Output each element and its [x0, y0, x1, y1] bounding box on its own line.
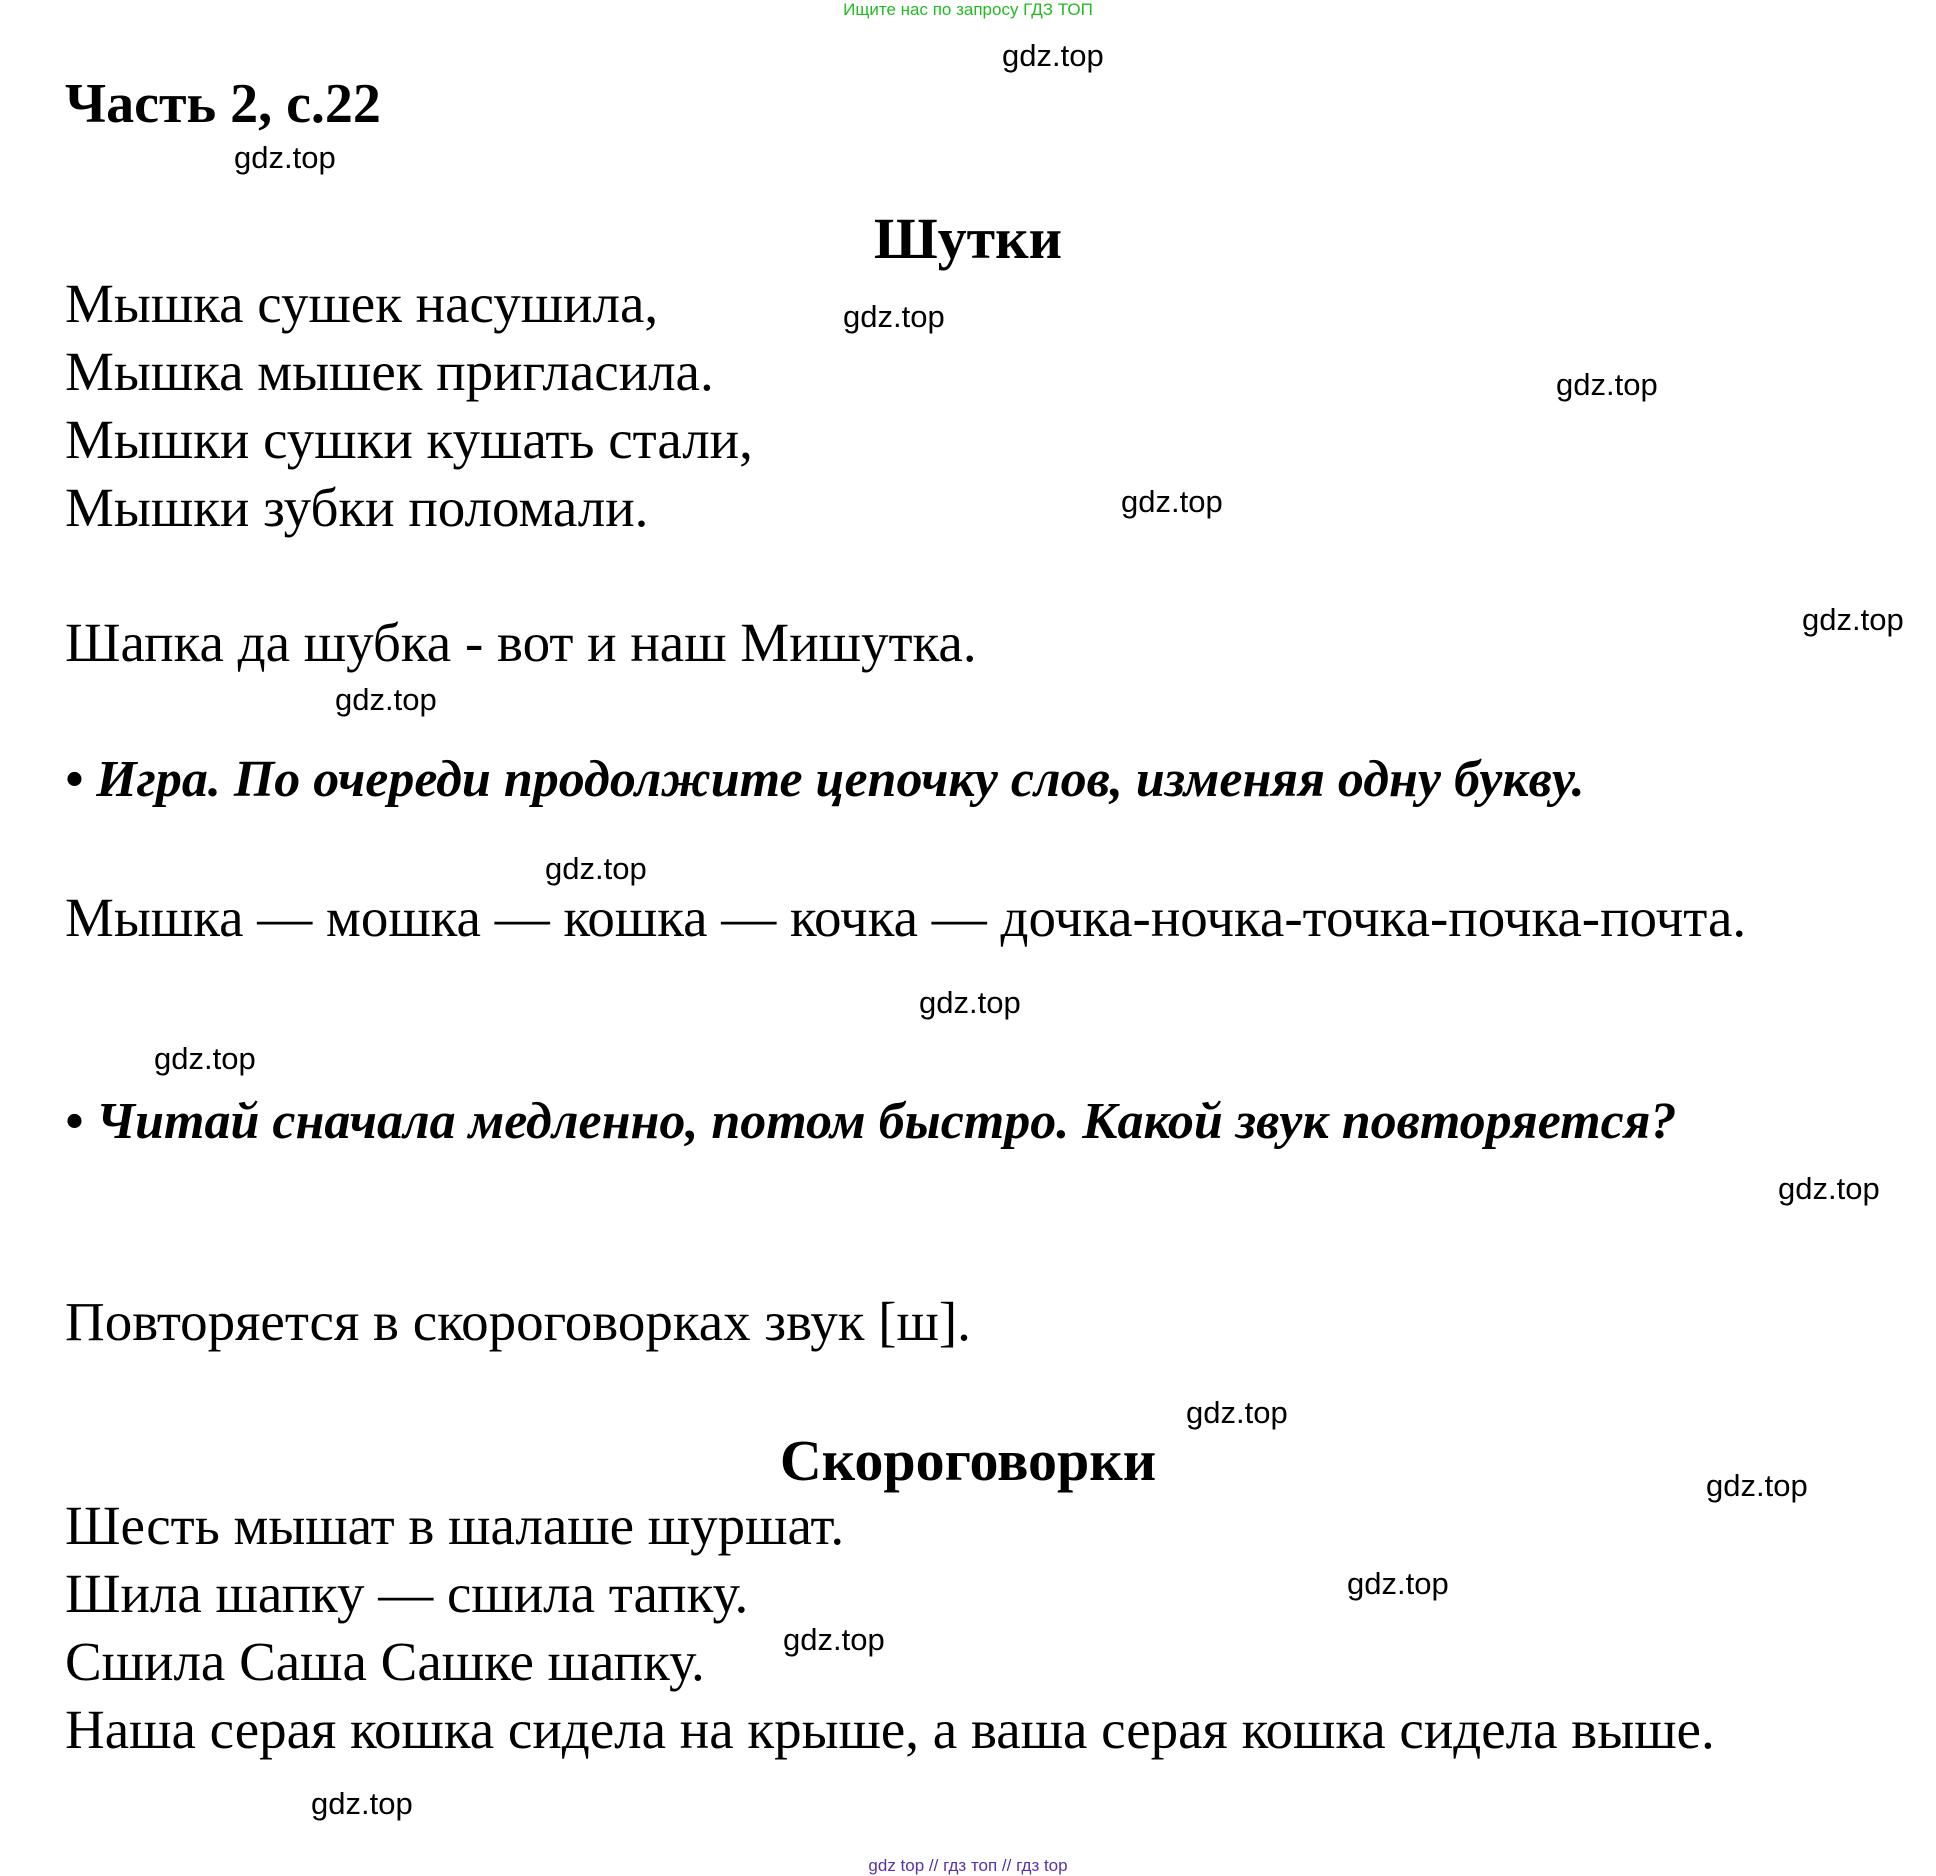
watermark: gdz.top — [1186, 1395, 1288, 1430]
footer: gdz top // гдз топ // гдз top — [868, 1856, 1068, 1875]
page-title: Часть 2, с.22 — [65, 73, 381, 135]
task-game: • Игра. По очереди продолжите цепочку слов, изменяя одну букву. — [65, 751, 1585, 808]
poem-line: Мышка мышек пригласила. — [65, 341, 714, 402]
watermark: gdz.top — [783, 1622, 885, 1657]
watermark: gdz.top — [1121, 484, 1223, 519]
watermark: gdz.top — [1556, 367, 1658, 402]
tongue-twister-line: Сшила Саша Сашке шапку. — [65, 1631, 705, 1692]
watermark: gdz.top — [1002, 38, 1104, 73]
answer-line: Повторяется в скороговорках звук [ш]. — [65, 1291, 971, 1352]
task-read: • Читай сначала медленно, потом быстро. Какой звук повторяется? — [65, 1093, 1677, 1150]
watermark: gdz.top — [311, 1786, 413, 1821]
riddle-line: Шапка да шубка - вот и наш Мишутка. — [65, 612, 977, 673]
tongue-twister-line: Шила шапку — сшила тапку. — [65, 1563, 749, 1624]
tongue-twister-line: Наша серая кошка сидела на крыше, а ваша серая кошка сидела выше. — [65, 1699, 1715, 1760]
watermark: gdz.top — [545, 851, 647, 886]
watermark: gdz.top — [154, 1041, 256, 1076]
watermark: gdz.top — [335, 682, 437, 717]
watermark: gdz.top — [1802, 602, 1904, 637]
tongue-twister-line: Шесть мышат в шалаше шуршат. — [65, 1495, 845, 1556]
watermark: gdz.top — [1347, 1566, 1449, 1601]
watermark: gdz.top — [1778, 1171, 1880, 1206]
word-chain: Мышка — мошка — кошка — кочка — дочка-ночка-точка-почка-почта. — [65, 887, 1747, 948]
section-title-jokes: Шутки — [873, 206, 1063, 271]
section-title-tongue-twisters: Скороговорки — [779, 1428, 1157, 1493]
poem-line: Мышки сушки кушать стали, — [65, 409, 753, 470]
poem-line: Мышка сушек насушила, — [65, 273, 659, 334]
top-banner: Ищите нас по запросу ГДЗ ТОП — [843, 0, 1093, 19]
watermark: gdz.top — [843, 299, 945, 334]
poem-line: Мышки зубки поломали. — [65, 477, 649, 538]
watermark: gdz.top — [1706, 1468, 1808, 1503]
watermark: gdz.top — [234, 140, 336, 175]
watermark: gdz.top — [919, 985, 1021, 1020]
